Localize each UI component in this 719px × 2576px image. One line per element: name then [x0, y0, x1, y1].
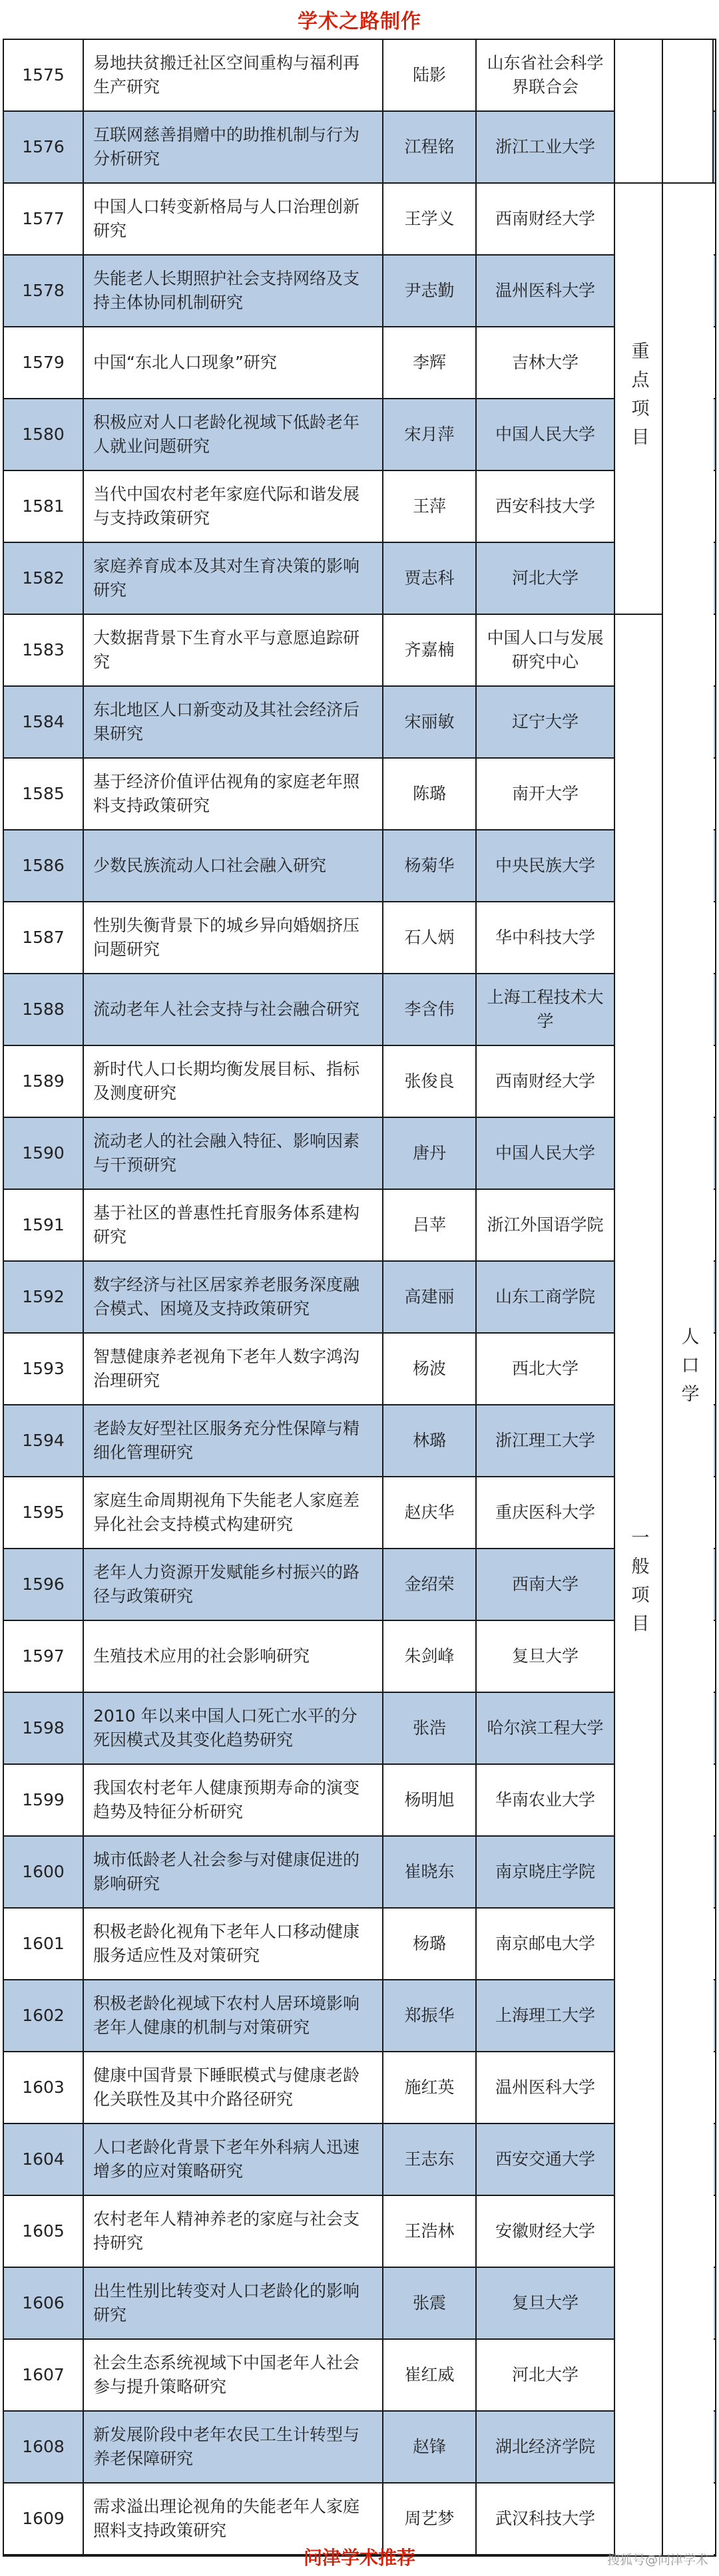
row-name: 王志东 — [383, 2124, 477, 2195]
row-name: 林璐 — [383, 1405, 477, 1476]
category-general-label: 一般项目 — [628, 1528, 649, 1642]
row-title: 积极老龄化视角下老年人口移动健康服务适应性及对策研究 — [84, 1909, 383, 1979]
row-institution: 安徽财经大学 — [477, 2196, 615, 2267]
row-number: 1578 — [4, 256, 84, 326]
row-institution: 南京邮电大学 — [477, 1909, 615, 1979]
row-title: 家庭养育成本及其对生育决策的影响研究 — [84, 543, 383, 614]
table-row — [4, 1262, 715, 1334]
row-name: 唐丹 — [383, 1118, 477, 1189]
table-row — [4, 1334, 715, 1405]
row-title: 易地扶贫搬迁社区空间重构与福利再生产研究 — [84, 40, 383, 110]
header-title: 学术之路制作 — [298, 10, 421, 33]
row-title: 失能老人长期照护社会支持网络及支持主体协同机制研究 — [84, 256, 383, 326]
row-name: 张俊良 — [383, 1046, 477, 1117]
table-row — [4, 1980, 715, 2052]
table-row — [4, 1405, 715, 1477]
row-institution: 西南大学 — [477, 1549, 615, 1620]
row-title: 城市低龄老人社会参与对健康促进的影响研究 — [84, 1837, 383, 1907]
table-row — [4, 184, 715, 256]
row-institution: 上海理工大学 — [477, 1980, 615, 2051]
category-general — [615, 615, 663, 2555]
row-number: 1609 — [4, 2484, 84, 2554]
row-name: 郑振华 — [383, 1980, 477, 2051]
row-name: 张震 — [383, 2268, 477, 2338]
row-institution: 辽宁大学 — [477, 687, 615, 757]
row-institution: 复旦大学 — [477, 2268, 615, 2338]
row-name: 赵庆华 — [383, 1477, 477, 1548]
row-institution: 浙江理工大学 — [477, 1405, 615, 1476]
row-title: 家庭生命周期视角下失能老人家庭差异化社会支持模式构建研究 — [84, 1477, 383, 1548]
row-name: 石人炳 — [383, 902, 477, 973]
row-number: 1603 — [4, 2052, 84, 2123]
row-number: 1577 — [4, 184, 84, 254]
row-institution: 重庆医科大学 — [477, 1477, 615, 1548]
row-number: 1593 — [4, 1334, 84, 1404]
row-institution: 温州医科大学 — [477, 256, 615, 326]
row-name: 张浩 — [383, 1693, 477, 1763]
row-institution: 华中科技大学 — [477, 902, 615, 973]
row-number: 1584 — [4, 687, 84, 757]
row-institution: 西南财经大学 — [477, 184, 615, 254]
row-title: 老龄友好型社区服务充分性保障与精细化管理研究 — [84, 1405, 383, 1476]
row-number: 1607 — [4, 2340, 84, 2410]
row-number: 1606 — [4, 2268, 84, 2338]
table-row — [4, 974, 715, 1046]
row-number: 1581 — [4, 471, 84, 542]
row-title: 新时代人口长期均衡发展目标、指标及测度研究 — [84, 1046, 383, 1117]
row-number: 1605 — [4, 2196, 84, 2267]
row-title: 基于经济价值评估视角的家庭老年照料支持政策研究 — [84, 759, 383, 829]
project-table — [3, 39, 716, 2557]
row-institution: 复旦大学 — [477, 1621, 615, 1692]
category-key — [615, 184, 663, 615]
row-institution: 武汉科技大学 — [477, 2484, 615, 2554]
table-row — [4, 615, 715, 687]
row-number: 1595 — [4, 1477, 84, 1548]
row-number: 1589 — [4, 1046, 84, 1117]
row-institution: 南京晓庄学院 — [477, 1837, 615, 1907]
row-institution: 哈尔滨工程大学 — [477, 1693, 615, 1763]
row-number: 1587 — [4, 902, 84, 973]
row-name: 崔红威 — [383, 2340, 477, 2410]
row-number: 1599 — [4, 1765, 84, 1835]
table-row — [4, 759, 715, 830]
row-title: 新发展阶段中老年农民工生计转型与养老保障研究 — [84, 2412, 383, 2482]
row-number: 1576 — [4, 112, 84, 182]
row-institution: 中国人口与发展研究中心 — [477, 615, 615, 685]
table-row — [4, 2412, 715, 2484]
row-title: 性别失衡背景下的城乡异向婚姻挤压问题研究 — [84, 902, 383, 973]
table-row — [4, 1190, 715, 1262]
row-number: 1600 — [4, 1837, 84, 1907]
row-title: 农村老年人精神养老的家庭与社会支持研究 — [84, 2196, 383, 2267]
row-name: 高建丽 — [383, 1262, 477, 1332]
row-institution: 上海工程技术大学 — [477, 974, 615, 1045]
row-institution: 浙江工业大学 — [477, 112, 615, 182]
row-number: 1585 — [4, 759, 84, 829]
row-title: 老年人力资源开发赋能乡村振兴的路径与政策研究 — [84, 1549, 383, 1620]
table-row — [4, 327, 715, 399]
row-institution: 西安科技大学 — [477, 471, 615, 542]
row-institution: 中国人民大学 — [477, 399, 615, 470]
row-name: 江程铭 — [383, 112, 477, 182]
row-title: 需求溢出理论视角的失能老年人家庭照料支持政策研究 — [84, 2484, 383, 2554]
row-name: 王学义 — [383, 184, 477, 254]
row-title: 积极应对人口老龄化视域下低龄老年人就业问题研究 — [84, 399, 383, 470]
row-institution: 浙江外国语学院 — [477, 1190, 615, 1260]
row-title: 智慧健康养老视角下老年人数字鸿沟治理研究 — [84, 1334, 383, 1404]
table-row — [4, 2124, 715, 2196]
row-number: 1592 — [4, 1262, 84, 1332]
row-title: 互联网慈善捐赠中的助推机制与行为分析研究 — [84, 112, 383, 182]
row-name: 陈璐 — [383, 759, 477, 829]
header-banner — [0, 0, 719, 39]
row-institution: 西安交通大学 — [477, 2124, 615, 2195]
row-number: 1579 — [4, 327, 84, 398]
discipline-blank — [663, 40, 714, 184]
row-institution: 中国人民大学 — [477, 1118, 615, 1189]
row-name: 周艺梦 — [383, 2484, 477, 2554]
table-row — [4, 1693, 715, 1765]
discipline-label-cell — [663, 184, 714, 2555]
row-title: 人口老龄化背景下老年外科病人迅速增多的应对策略研究 — [84, 2124, 383, 2195]
row-title: 出生性别比转变对人口老龄化的影响研究 — [84, 2268, 383, 2338]
row-name: 陆影 — [383, 40, 477, 110]
row-title: 生殖技术应用的社会影响研究 — [84, 1621, 383, 1692]
row-number: 1601 — [4, 1909, 84, 1979]
row-name: 王浩林 — [383, 2196, 477, 2267]
row-title: 当代中国农村老年家庭代际和谐发展与支持政策研究 — [84, 471, 383, 542]
row-name: 吕苹 — [383, 1190, 477, 1260]
row-institution: 南开大学 — [477, 759, 615, 829]
table-row — [4, 1549, 715, 1621]
table-row — [4, 1477, 715, 1549]
row-name: 李辉 — [383, 327, 477, 398]
row-number: 1604 — [4, 2124, 84, 2195]
row-name: 杨波 — [383, 1334, 477, 1404]
row-number: 1575 — [4, 40, 84, 110]
row-number: 1586 — [4, 830, 84, 901]
table-row — [4, 1909, 715, 1980]
row-title: 我国农村老年人健康预期寿命的演变趋势及特征分析研究 — [84, 1765, 383, 1835]
footer-recommend: 问津学术推荐 — [303, 2547, 415, 2569]
table-row — [4, 112, 715, 184]
table-row — [4, 830, 715, 902]
row-name: 赵锋 — [383, 2412, 477, 2482]
row-name: 杨菊华 — [383, 830, 477, 901]
row-number: 1596 — [4, 1549, 84, 1620]
row-institution: 吉林大学 — [477, 327, 615, 398]
row-institution: 河北大学 — [477, 2340, 615, 2410]
row-title: 2010 年以来中国人口死亡水平的分死因模式及其变化趋势研究 — [84, 1693, 383, 1763]
row-name: 杨明旭 — [383, 1765, 477, 1835]
table-row — [4, 1118, 715, 1190]
table-row — [4, 1765, 715, 1837]
table-row — [4, 256, 715, 327]
table-row — [4, 902, 715, 974]
row-institution: 温州医科大学 — [477, 2052, 615, 2123]
row-name: 贾志科 — [383, 543, 477, 614]
row-institution: 河北大学 — [477, 543, 615, 614]
row-name: 王萍 — [383, 471, 477, 542]
row-institution: 西南财经大学 — [477, 1046, 615, 1117]
row-title: 中国“东北人口现象”研究 — [84, 327, 383, 398]
table-row — [4, 2052, 715, 2124]
row-name: 崔晓东 — [383, 1837, 477, 1907]
row-number: 1598 — [4, 1693, 84, 1763]
row-title: 大数据背景下生育水平与意愿追踪研究 — [84, 615, 383, 685]
row-institution: 西北大学 — [477, 1334, 615, 1404]
table-row — [4, 1837, 715, 1909]
row-number: 1580 — [4, 399, 84, 470]
table-row — [4, 2268, 715, 2340]
row-title: 积极老龄化视域下农村人居环境影响老年人健康的机制与对策研究 — [84, 1980, 383, 2051]
row-number: 1591 — [4, 1190, 84, 1260]
row-title: 社会生态系统视域下中国老年人社会参与提升策略研究 — [84, 2340, 383, 2410]
row-institution: 中央民族大学 — [477, 830, 615, 901]
table-row — [4, 2340, 715, 2412]
row-name: 齐嘉楠 — [383, 615, 477, 685]
table-row — [4, 399, 715, 471]
row-title: 流动老年人社会支持与社会融合研究 — [84, 974, 383, 1045]
row-institution: 华南农业大学 — [477, 1765, 615, 1835]
row-institution: 山东省社会科学界联合会 — [477, 40, 615, 110]
table-row — [4, 543, 715, 615]
row-number: 1583 — [4, 615, 84, 685]
category-blank — [615, 40, 663, 184]
row-title: 流动老人的社会融入特征、影响因素与干预研究 — [84, 1118, 383, 1189]
row-institution: 湖北经济学院 — [477, 2412, 615, 2482]
table-row — [4, 471, 715, 543]
row-name: 宋丽敏 — [383, 687, 477, 757]
row-institution: 山东工商学院 — [477, 1262, 615, 1332]
table-row — [4, 687, 715, 759]
row-number: 1608 — [4, 2412, 84, 2482]
category-key-label: 重点项目 — [628, 341, 649, 456]
row-name: 尹志勤 — [383, 256, 477, 326]
row-number: 1582 — [4, 543, 84, 614]
watermark: 搜狐号@问津学术 — [606, 2553, 708, 2567]
discipline-label: 人口学 — [678, 1326, 699, 1413]
row-name: 施红英 — [383, 2052, 477, 2123]
row-number: 1602 — [4, 1980, 84, 2051]
row-title: 健康中国背景下睡眠模式与健康老龄化关联性及其中介路径研究 — [84, 2052, 383, 2123]
footer — [0, 2535, 719, 2576]
row-number: 1590 — [4, 1118, 84, 1189]
row-name: 李含伟 — [383, 974, 477, 1045]
row-title: 东北地区人口新变动及其社会经济后果研究 — [84, 687, 383, 757]
row-title: 少数民族流动人口社会融入研究 — [84, 830, 383, 901]
row-number: 1588 — [4, 974, 84, 1045]
table-row — [4, 1621, 715, 1693]
row-number: 1597 — [4, 1621, 84, 1692]
row-name: 金绍荣 — [383, 1549, 477, 1620]
row-title: 中国人口转变新格局与人口治理创新研究 — [84, 184, 383, 254]
table-row — [4, 1046, 715, 1118]
row-name: 宋月萍 — [383, 399, 477, 470]
table-row — [4, 40, 715, 112]
row-name: 杨璐 — [383, 1909, 477, 1979]
row-name: 朱剑峰 — [383, 1621, 477, 1692]
row-title: 数字经济与社区居家养老服务深度融合模式、困境及支持政策研究 — [84, 1262, 383, 1332]
table-row — [4, 2196, 715, 2268]
row-title: 基于社区的普惠性托育服务体系建构研究 — [84, 1190, 383, 1260]
row-number: 1594 — [4, 1405, 84, 1476]
